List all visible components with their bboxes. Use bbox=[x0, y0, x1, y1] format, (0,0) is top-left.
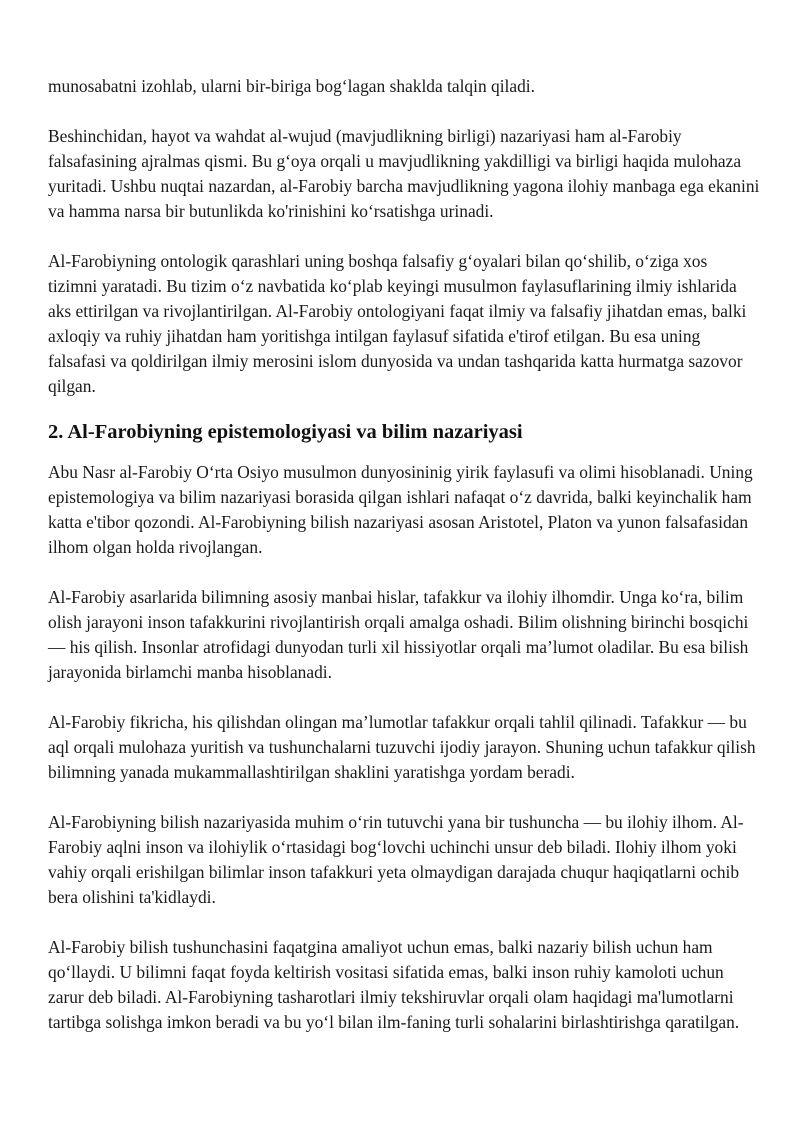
paragraph: munosabatni izohlab, ularni bir-biriga bog‘lagan shaklda talqin qiladi. bbox=[48, 76, 535, 96]
section-heading: 2. Al-Farobiyning epistemologiyasi va bilim nazariyasi bbox=[48, 421, 523, 443]
paragraph: Al-Farobiy bilish tushunchasini faqatgina amaliyot uchun emas, balki nazariy bilish uchun ham qo‘llaydi. U bilimni faqat foyda keltirish vositasi sifatida emas, balki inson ruhiy kamoloti uchun zarur deb biladi. Al-Farobiyning tasharotlari ilmiy tekshiruvlar orqali olam haqidagi ma'lumotlarni tartibga solishga imkon beradi va bu yo‘l bilan ilm-faning turli sohalarini birlashtirishga qaratilgan. bbox=[48, 937, 740, 1032]
paragraph: Al-Farobiyning bilish nazariyasida muhim o‘rin tutuvchi yana bir tushuncha — bu ilohiy ilhom. Al-Farobiy aqlni inson va ilohiylik o‘rtasidagi bog‘lovchi uchinchi unsur deb biladi. Ilohiy ilhom yoki vahiy orqali erishilgan bilimlar inson tafakkuri yeta olmaydigan darajada chuqur haqiqatlarni ochib bera olishini ta'kidlaydi. bbox=[48, 812, 744, 907]
paragraph: Abu Nasr al-Farobiy O‘rta Osiyo musulmon dunyosininig yirik faylasufi va olimi hisoblanadi. Uning epistemologiya va bilim nazariyasi borasida qilgan ishlari nafaqat o‘z davrida, balki keyinchalik ham katta e'tibor qozondi. Al-Farobiyning bilish nazariyasi asosan Aristotel, Platon va yunon falsafasidan ilhom olgan holda rivojlangan. bbox=[48, 462, 753, 557]
paragraph: Al-Farobiy asarlarida bilimning asosiy manbai hislar, tafakkur va ilohiy ilhomdir. Unga ko‘ra, bilim olish jarayoni inson tafakkurini rivojlantirish orqali amalga oshadi. Bilim olishning birinchi bosqichi — his qilish. Insonlar atrofidagi dunyodan turli xil hissiyotlar orqali ma’lumot oladilar. Bu esa bilish jarayonida birlamchi manba hisoblanadi. bbox=[48, 587, 749, 682]
document-page bbox=[48, 74, 760, 1060]
paragraph: Al-Farobiy fikricha, his qilishdan olingan ma’lumotlar tafakkur orqali tahlil qilinadi. Tafakkur — bu aql orqali mulohaza yuritish va tushunchalarni tuzuvchi ijodiy jarayon. Shuning uchun tafakkur qilish bilimning yanada mukammallashtirilgan shaklini yaratishga yordam beradi. bbox=[48, 712, 756, 782]
paragraph: Al-Farobiyning ontologik qarashlari uning boshqa falsafiy g‘oyalari bilan qo‘shilib, o‘ziga xos tizimni yaratadi. Bu tizim o‘z navbatida ko‘plab keyingi musulmon faylasuflarining ilmiy ishlarida aks ettirilgan va rivojlantirilgan. Al-Farobiy ontologiyani faqat ilmiy va falsafiy jihatdan emas, balki axloqiy va ruhiy jihatdan ham yoritishga intilgan faylasuf sifatida e'tirof etilgan. Bu esa uning falsafasi va qoldirilgan ilmiy merosini islom dunyosida va undan tashqarida katta hurmatga sazovor qilgan. bbox=[48, 251, 747, 396]
paragraph: Beshinchidan, hayot va wahdat al-wujud (mavjudlikning birligi) nazariyasi ham al-Farobiy falsafasining ajralmas qismi. Bu g‘oya orqali u mavjudlikning yakdilligi va birligi haqida mulohaza yuritadi. Ushbu nuqtai nazardan, al-Farobiy barcha mavjudlikning yagona ilohiy manbaga ega ekanini va hamma narsa bir butunlikda ko'rinishini ko‘rsatishga urinadi. bbox=[48, 126, 760, 221]
